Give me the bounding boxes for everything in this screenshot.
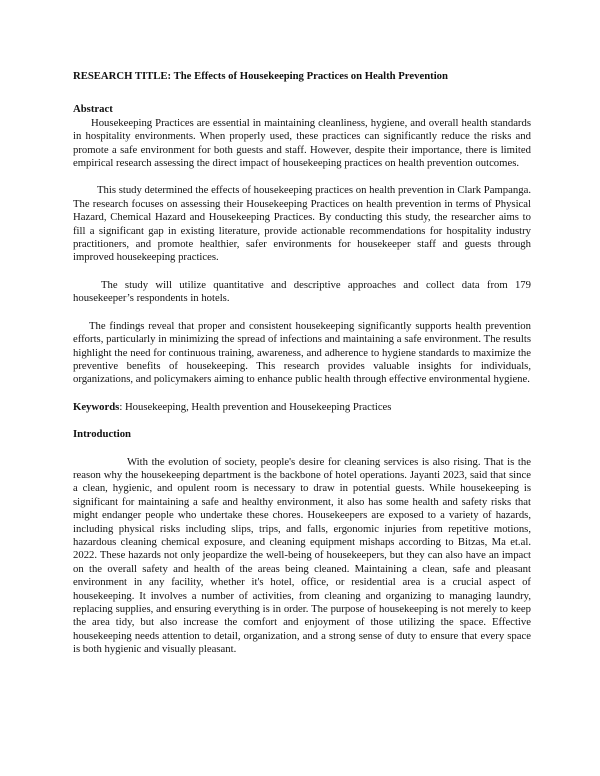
research-title: RESEARCH TITLE: The Effects of Housekeeping Practices on Health Prevention [73,70,448,82]
abstract-paragraph-1: Housekeeping Practices are essential in maintaining cleanliness, hygiene, and overall health standards in hospitality environments. When properly used, these practices can significantly reduce the risks and promote a safe environment for both guests and staff. However, despite their importance, there is limited empirical research assessing the direct impact of housekeeping practices on health prevention outcomes. [73,116,531,170]
abstract-heading: Abstract [73,103,113,116]
keywords-line [73,401,531,414]
paragraph-gap [73,387,531,401]
introduction-paragraph: With the evolution of society, people's desire for cleaning services is also rising. That is the reason why the housekeeping department is the backbone of hotel operations. Jayanti 2023, said that since a clean, hygienic, and opulent room is necessary to draw in potential guests. While housekeeping is significant for maintaining a safe and healthy environment, it also has some health and safety risks that might endanger people who undertake these chores. Housekeepers are exposed to a variety of hazards, including physical risks including slips, trips, and falls, ergonomic injuries from repetitive motions, hazardous cleaning chemical exposure, and cleaning equipment mishaps according to Bitzas, Ma et.al. 2022. These hazards not only jeopardize the well-being of housekeepers, but they can also have an impact on the overall safety and health of the areas being cleaned. Maintaining a clean, safe and pleasant environment in any facility, whether it's hotel, office, or residential area is a crucial aspect of housekeeping. It involves a number of activities, from cleaning and organizing to managing laundry, replacing supplies, and ensuring everything is in order. The purpose of housekeeping is not merely to keep the area tidy, but also increase the comfort and enjoyment of those utilizing the space. Effective housekeeping needs attention to detail, organization, and a strong sense of duty to ensure that every space is both hygienic and visually pleasant. [73,455,531,656]
abstract-paragraph-3: The study will utilize quantitative and descriptive approaches and collect data from 179 housekeeper’s respondents in hotels. [73,278,531,305]
document-page [73,70,531,657]
abstract-paragraph-4: The findings reveal that proper and consistent housekeeping significantly supports health prevention efforts, particularly in minimizing the spread of infections and maintaining a safe environment. The results highlight the need for continuous training, awareness, and adherence to hygiene standards to maximize the preventive benefits of housekeeping. This research provides valuable insights for individuals, organizations, and policymakers aiming to enhance public health through effective environmental hygiene. [73,319,531,386]
abstract-paragraph-2: This study determined the effects of housekeeping practices on health prevention in Clark Pampanga. The research focuses on assessing their Housekeeping Practices on health prevention in terms of Physical Hazard, Chemical Hazard and Housekeeping Practices. By conducting this study, the researcher aims to fill a significant gap in existing literature, provide actionable recommendations for hospitality industry practitioners, and promote healthier, safer environments for housekeeper staff and guests through improved housekeeping practices. [73,184,531,264]
paragraph-gap [73,414,531,428]
introduction-heading: Introduction [73,428,132,441]
paragraph-gap [73,442,531,456]
keywords-text: : Housekeeping, Health prevention and Housekeeping Practices [119,400,392,413]
paragraph-gap [73,170,531,184]
paragraph-gap [73,265,531,279]
keywords-label: Keywords [73,400,120,413]
paragraph-gap [73,306,531,320]
